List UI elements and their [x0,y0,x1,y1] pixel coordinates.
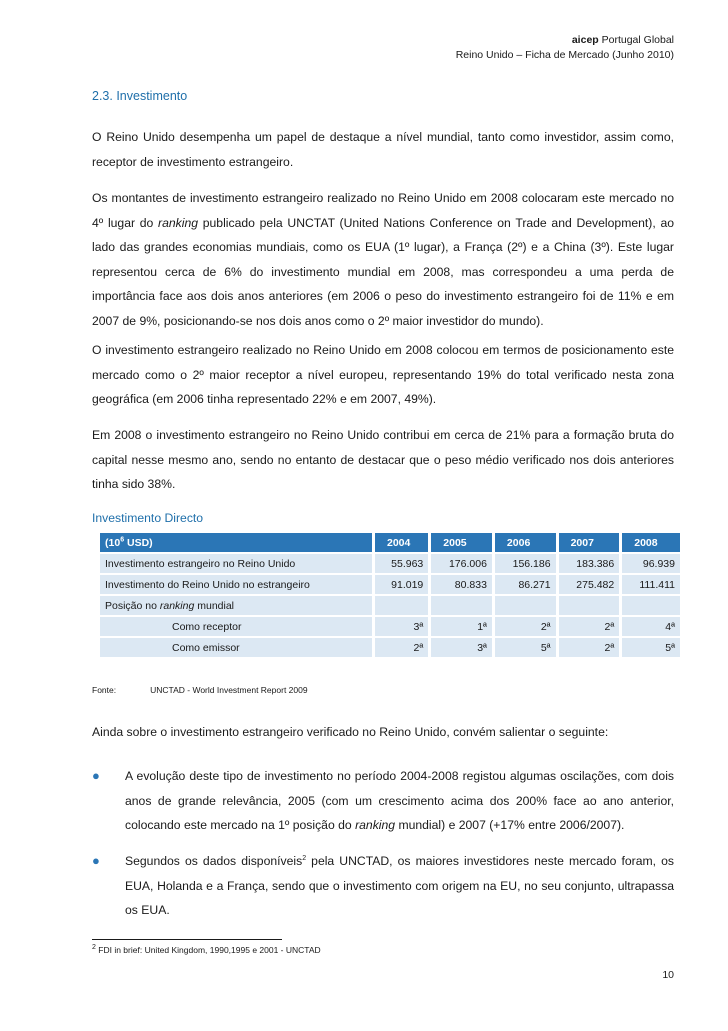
footnote-number: 2 [92,944,96,952]
pos-label-emphasis: ranking [159,599,195,612]
paragraph-5: Ainda sobre o investimento estrangeiro verificado no Reino Unido, convém salientar o seguinte: [92,725,609,739]
year-header: 2008 [622,533,680,552]
footnote [92,945,321,955]
year-header: 2004 [375,533,428,552]
table-header-row [100,533,680,552]
table-row [100,617,680,636]
table-row [100,554,680,573]
footnote-ref: 2 [302,854,307,862]
bullet-text [125,849,674,923]
bullet-item [92,849,674,923]
table-row [100,575,680,594]
unit-part-b: USD) [124,536,153,549]
paragraph-2-emphasis: ranking [158,215,199,230]
bullet-text [125,764,674,838]
bullet-2-part-b: pela UNCTAD, os maiores investidores neste mercado foram, os EUA, Holanda e a França, sendo que o investimento com origem na EU, no seu conjunto, ultrapassa os EUA. [125,854,674,917]
table-cell: 80.833 [431,575,492,594]
unit-part-a: (10 [105,536,121,549]
source-label: Fonte: [92,685,117,695]
table-cell: 3ª [375,617,428,636]
table-cell: 176.006 [431,554,492,573]
table-cell: 2ª [559,638,620,657]
table-cell: 111.411 [622,575,680,594]
unit-sup: 6 [120,536,125,543]
source-text: UNCTAD - World Investment Report 2009 [150,685,308,695]
table-source [92,685,342,695]
table-cell: 275.482 [559,575,620,594]
bullet-icon: ● [92,853,100,868]
paragraph-2-part-a: Os montantes de investimento estrangeiro realizado no Reino Unido em 2008 colocaram este mercado no 4º lugar do [92,191,674,230]
bullet-1-emphasis: ranking [355,818,396,832]
row-label [100,596,372,615]
table-cell: 2ª [559,617,620,636]
pos-label-a: Posição no [105,599,160,612]
bullet-1-part-a: A evolução deste tipo de investimento no período 2004-2008 registou algumas oscilações, com dois anos de grande relevância, 2005 (com um crescimento acima dos 200% face ao ano anterior, colocando este mercado na 1º posição do [125,769,674,832]
paragraph-2-part-b: publicado pela UNCTAT (United Nations Conference on Trade and Development), ao lado das grandes economias mundiais, como os EUA (1º lugar), a França (2º) e a China (3º). Este lugar representou cerca de 6% do investimento mundial em 2008, mas correspondeu a uma perda de importância face aos dois anos anteriores (em 2006 o peso do investimento estrangeiro foi de 11% e em 2007 de 9%, posicionando-se nos dois anos como o 2º maior investidor do mundo). [92,215,675,328]
paragraph-4: Em 2008 o investimento estrangeiro no Reino Unido contribui em cerca de 21% para a formação bruta do capital nesse mesmo ano, sendo no entanto de destacar que o peso médio verificado nos dois anteriores tinha sido 38%. [92,428,674,491]
page-number: 10 [662,969,674,981]
table-cell: 2ª [375,638,428,657]
row-label: Como emissor [100,638,372,657]
bullet-1-part-b: mundial) e 2007 (+17% entre 2006/2007). [395,818,625,832]
table-cell: 156.186 [495,554,556,573]
investment-table [100,531,680,659]
bullet-item [92,764,674,838]
table-cell: 5ª [495,638,556,657]
paragraph-3: O investimento estrangeiro realizado no Reino Unido em 2008 colocou em termos de posicionamento este mercado como o 2º maior receptor a nível europeu, representando 19% do total verificado nesta zona geográfica (em 2006 tinha representado 22% e em 2007, 49%). [92,343,674,406]
table-unit [100,533,372,552]
table-cell: 5ª [622,638,680,657]
table-cell: 55.963 [375,554,428,573]
paragraph-2 [92,186,674,333]
table-cell: 96.939 [622,554,680,573]
year-header: 2006 [495,533,556,552]
footnote-text: FDI in brief: United Kingdom, 1990,1995 e 2001 - UNCTAD [98,945,321,955]
table-cell: 4ª [622,617,680,636]
table-cell: 1ª [431,617,492,636]
table-row [100,638,680,657]
table-cell: 3ª [431,638,492,657]
bullet-2-part-a: Segundos os dados disponíveis [125,854,303,868]
header-subtitle: Reino Unido – Ficha de Mercado (Junho 2010) [455,49,674,61]
header-brand [572,33,674,47]
pos-label-b: mundial [194,599,235,612]
table-cell: 2ª [495,617,556,636]
year-header: 2007 [559,533,620,552]
row-label: Investimento estrangeiro no Reino Unido [100,554,372,573]
row-label: Como receptor [100,617,372,636]
row-label: Investimento do Reino Unido no estrangeiro [100,575,372,594]
brand-org: Portugal Global [598,34,674,46]
bullet-icon: ● [92,768,100,783]
brand-name: aicep [571,34,599,46]
table-cell: 86.271 [495,575,556,594]
table-title: Investimento Directo [92,511,204,525]
paragraph-1: O Reino Unido desempenha um papel de destaque a nível mundial, tanto como investidor, assim como, receptor de investimento estrangeiro. [92,130,674,169]
table-cell: 91.019 [375,575,428,594]
table-cell: 183.386 [559,554,620,573]
section-title: 2.3. Investimento [92,89,188,103]
table-row [100,596,680,615]
year-header: 2005 [431,533,492,552]
footnote-divider [92,939,282,940]
